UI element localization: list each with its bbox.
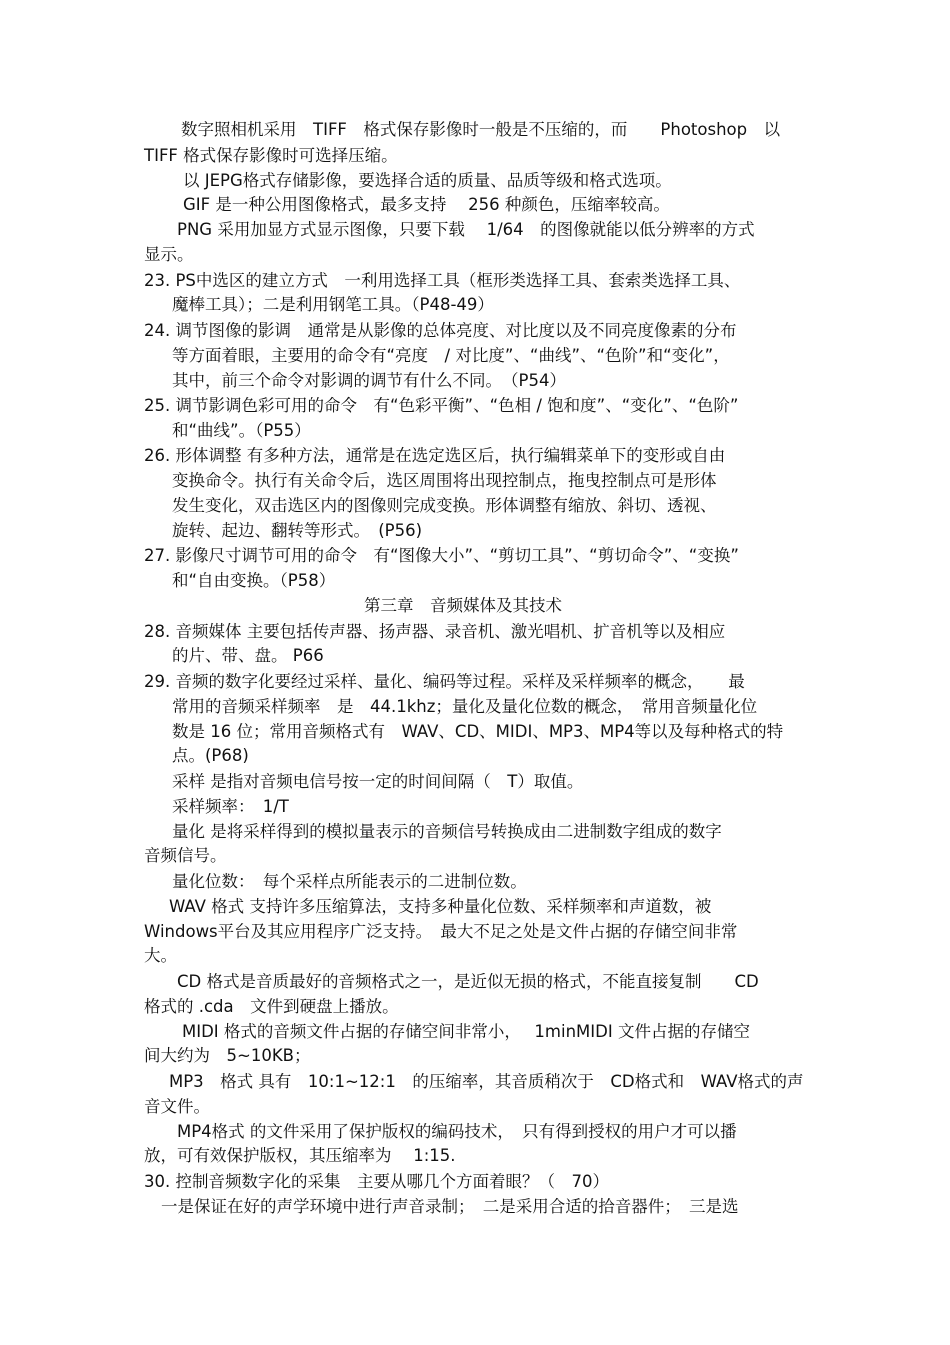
text-line: 格式的 .cda 文件到硬盘上播放。 — [144, 997, 399, 1016]
text-line: MP3 格式 具有 10:1~12:1 的压缩率，其音质稍次于 CD格式和 WAV格式的声 — [169, 1072, 804, 1091]
list-item-30: 30. 控制音频数字化的采集 主要从哪几个方面着眼？（ 70） — [144, 1172, 609, 1191]
text-line: 点。(P68) — [172, 746, 249, 765]
list-item-24: 24. 调节图像的影调 通常是从影像的总体亮度、对比度以及不同亮度像素的分布 — [144, 321, 737, 340]
text-line: Windows平台及其应用程序广泛支持。 最大不足之处是文件占据的存储空间非常 — [144, 922, 738, 941]
text-line: 间大约为 5~10KB； — [144, 1046, 311, 1065]
text-line: 其中，前三个命令对影调的调节有什么不同。 （P54） — [172, 371, 566, 390]
text-line: 变换命令。执行有关命令后，选区周围将出现控制点，拖曳控制点可是形体 — [172, 471, 717, 490]
text-line: 常用的音频采样频率 是 44.1khz；量化及量化位数的概念， 常用音频量化位 — [172, 697, 758, 716]
list-item-25: 25. 调节影调色彩可用的命令 有“色彩平衡”、“色相 / 饱和度”、“变化”、“色阶” — [144, 396, 739, 415]
text-line: 数是 16 位；常用音频格式有 WAV、CD、MIDI、MP3、MP4等以及每种格式的特 — [172, 722, 784, 741]
chapter-heading: 第三章 音频媒体及其技术 — [364, 596, 562, 615]
text-line: 量化 是将采样得到的模拟量表示的音频信号转换成由二进制数字组成的数字 — [172, 822, 722, 841]
text-line: 数字照相机采用 TIFF 格式保存影像时一般是不压缩的，而 Photoshop 以 — [181, 120, 781, 139]
text-line: 显示。 — [144, 245, 194, 264]
text-line: WAV 格式 支持许多压缩算法，支持多种量化位数、采样频率和声道数，被 — [169, 897, 712, 916]
text-line: 等方面着眼，主要用的命令有“亮度 / 对比度”、“曲线”、“色阶”和“变化”， — [172, 346, 730, 365]
text-line: 大。 — [144, 946, 177, 965]
text-line: 和“曲线”。（P55） — [172, 421, 311, 440]
text-line: 和“自由变换。（P58） — [172, 571, 336, 590]
text-line: PNG 采用加显方式显示图像，只要下载 1/64 的图像就能以低分辨率的方式 — [177, 220, 755, 239]
text-line: 的片、带、盘。 P66 — [172, 646, 324, 665]
text-line: 音频信号。 — [144, 846, 227, 865]
text-line: 以 JEPG格式存储影像，要选择合适的质量、品质等级和格式选项。 — [183, 171, 672, 190]
text-line: 旋转、起边、翻转等形式。 (P56) — [172, 521, 423, 540]
text-line: 放，可有效保护版权，其压缩率为 1:15. — [144, 1146, 456, 1165]
list-item-28: 28. 音频媒体 主要包括传声器、扬声器、录音机、激光唱机、扩音机等以及相应 — [144, 622, 726, 641]
text-line: CD 格式是音质最好的音频格式之一，是近似无损的格式，不能直接复制 CD — [177, 972, 759, 991]
text-line: 魔棒工具）；二是利用钢笔工具。（P48-49） — [172, 295, 494, 314]
text-line: TIFF 格式保存影像时可选择压缩。 — [144, 146, 398, 165]
list-item-26: 26. 形体调整 有多种方法，通常是在选定选区后，执行编辑菜单下的变形或自由 — [144, 446, 726, 465]
text-line: 采样 是指对音频电信号按一定的时间间隔（ T）取值。 — [172, 772, 584, 791]
list-item-29: 29. 音频的数字化要经过采样、量化、编码等过程。采样及采样频率的概念， 最 — [144, 672, 745, 691]
text-line: 量化位数： 每个采样点所能表示的二进制位数。 — [172, 872, 527, 891]
text-line: MIDI 格式的音频文件占据的存储空间非常小， 1minMIDI 文件占据的存储空 — [182, 1022, 750, 1041]
text-line: GIF 是一种公用图像格式，最多支持 256 种颜色，压缩率较高。 — [183, 195, 670, 214]
text-line: MP4格式 的文件采用了保护版权的编码技术， 只有得到授权的用户才可以播 — [177, 1122, 737, 1141]
text-line: 一是保证在好的声学环境中进行声音录制； 二是采用合适的拾音器件； 三是选 — [161, 1197, 739, 1216]
text-line: 采样频率： 1/T — [172, 797, 289, 816]
list-item-23: 23. PS中选区的建立方式 一利用选择工具（框形类选择工具、套索类选择工具、 — [144, 271, 741, 290]
text-line: 发生变化，双击选区内的图像则完成变换。形体调整有缩放、斜切、透视、 — [172, 496, 717, 515]
text-line: 音文件。 — [144, 1097, 210, 1116]
list-item-27: 27. 影像尺寸调节可用的命令 有“图像大小”、“剪切工具”、“剪切命令”、“变换” — [144, 546, 739, 565]
